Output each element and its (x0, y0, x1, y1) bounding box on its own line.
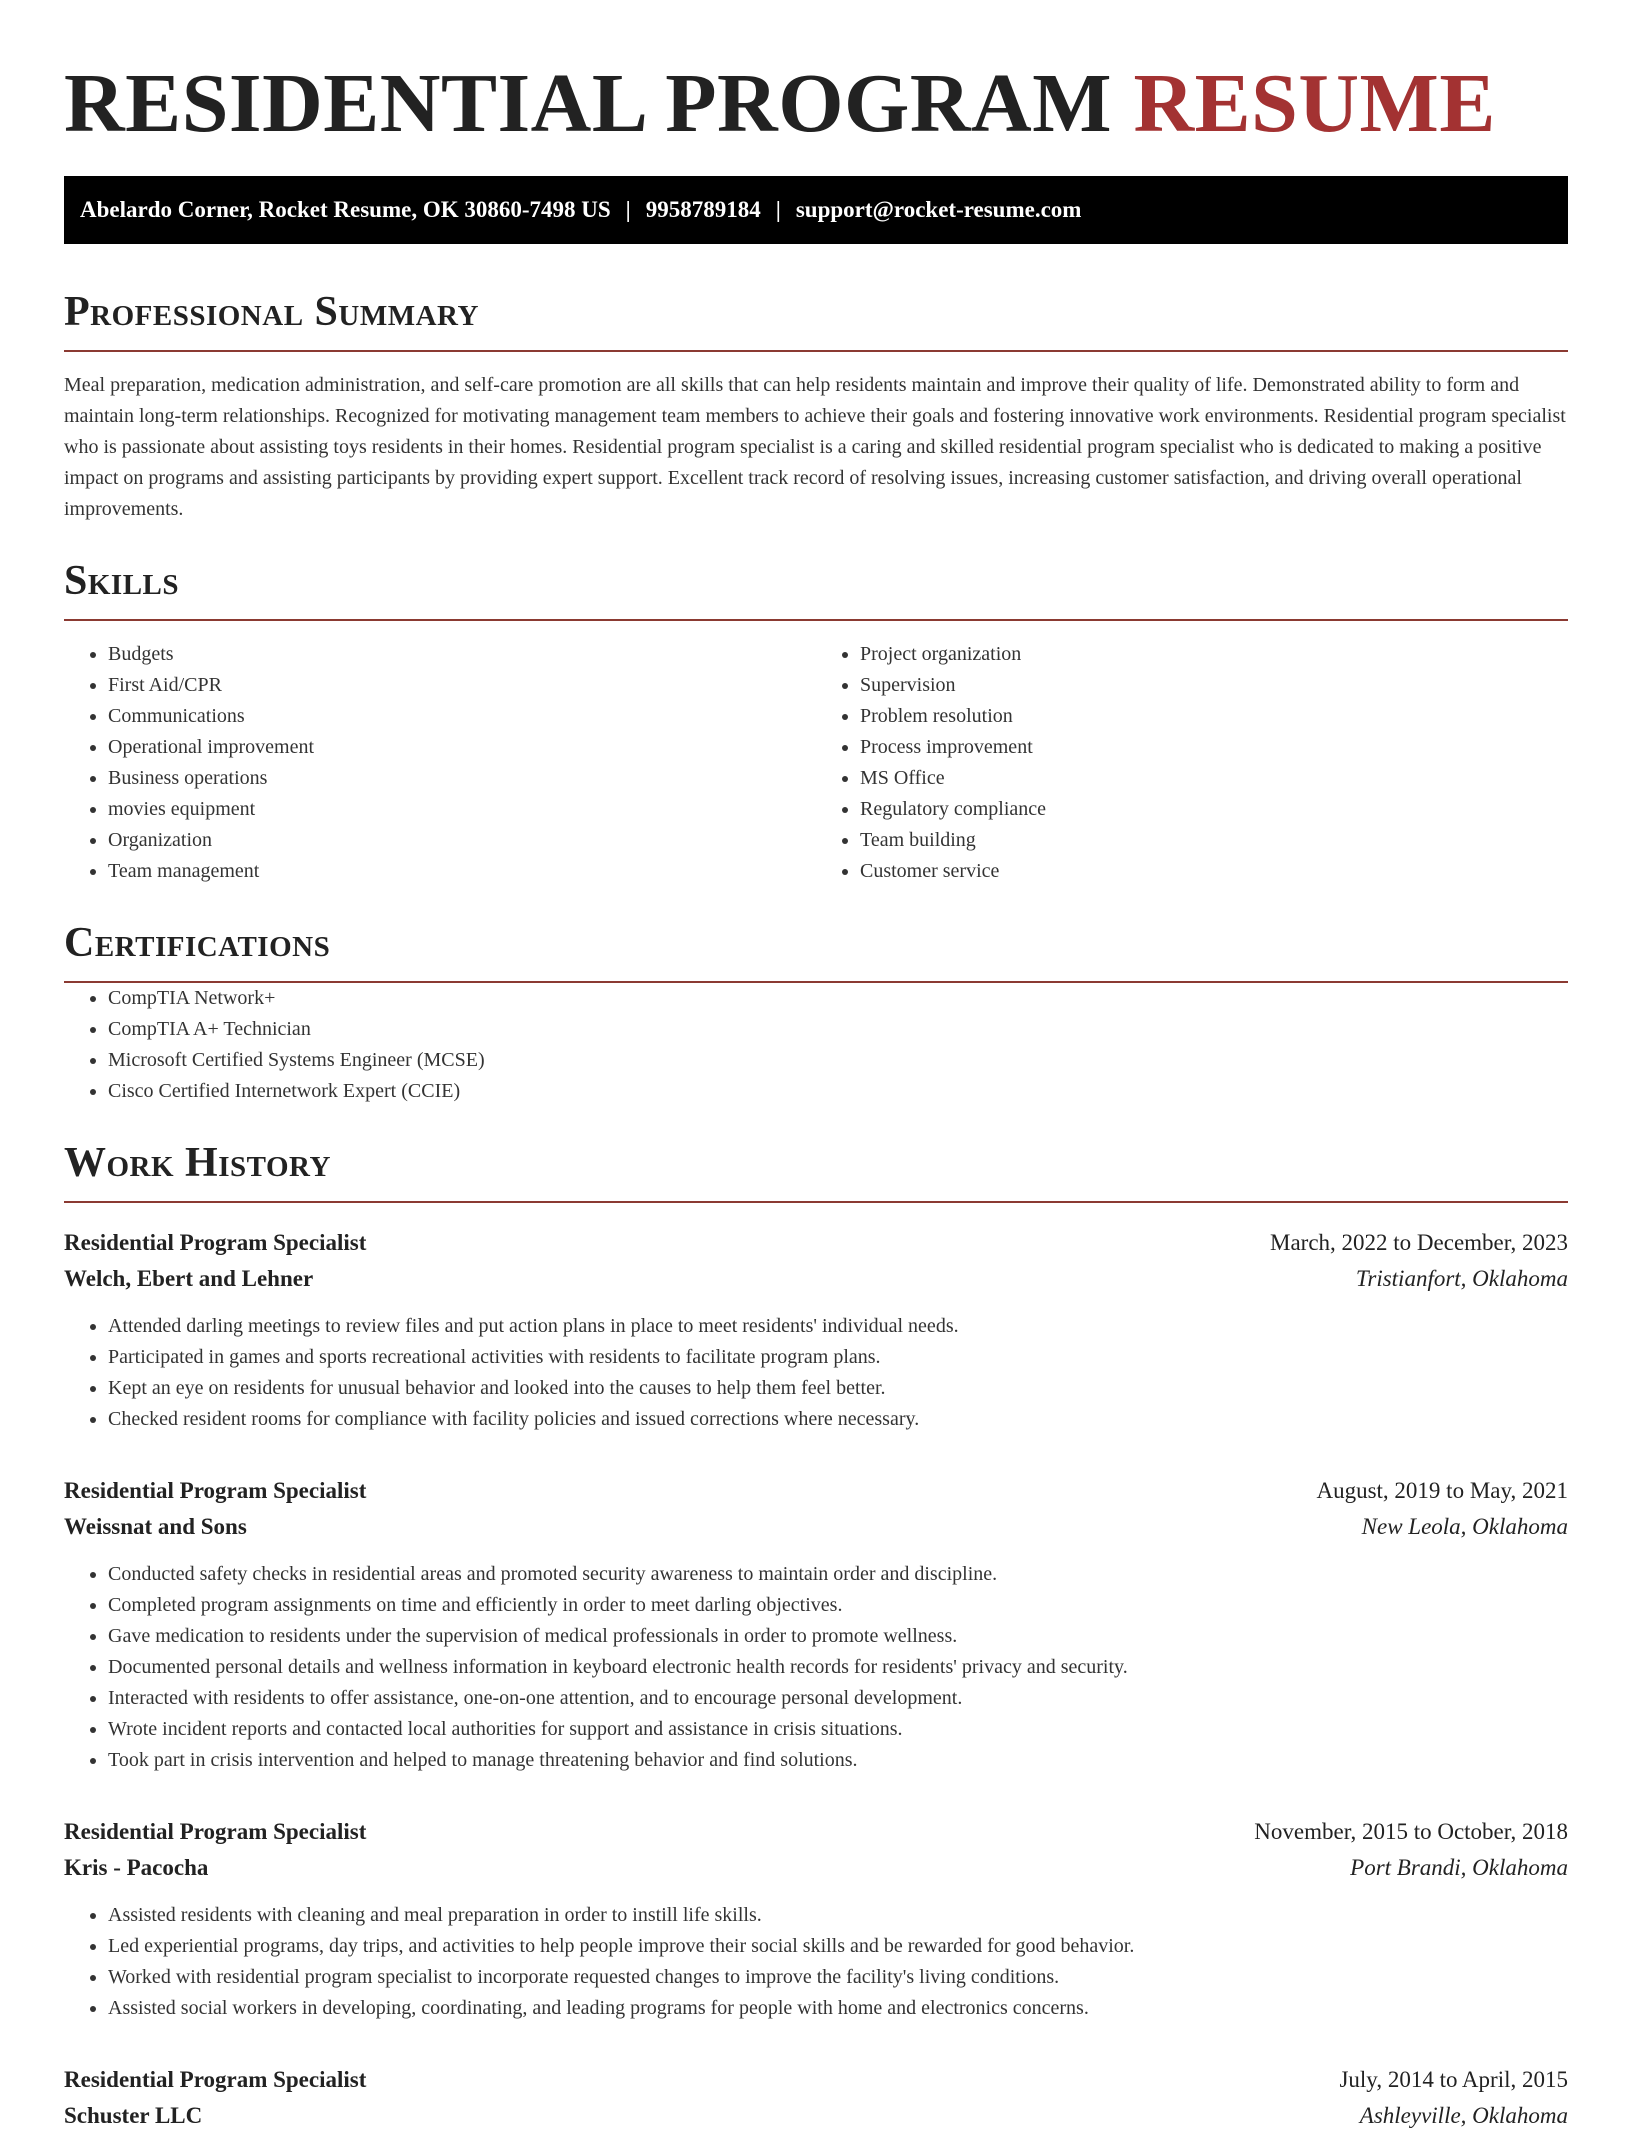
title-accent: RESUME (1133, 57, 1496, 150)
title-main: RESIDENTIAL PROGRAM (64, 57, 1112, 150)
job-dates: March, 2022 to December, 2023 (1270, 1230, 1568, 1255)
skill-item: • Supervision (860, 670, 1568, 701)
job-title: Residential Program Specialist (64, 2067, 367, 2092)
job-bullet: • Wrote incident reports and contacted local authorities for support and assistance in crisis situations. (108, 1714, 1568, 1745)
summary-text: Meal preparation, medication administration, and self-care promotion are all skills that can help residents maintain and improve their quality of life. Demonstrated ability to form and maintain long-term relationships. Recognized for motivating management team members to achieve their goals and fostering innovative work environments. Residential program specialist who is passionate about assisting toys residents in their homes. Residential program specialist is a caring and skilled residential program specialist who is dedicated to making a positive impact on programs and assisting participants by providing expert support. Excellent track record of resolving issues, increasing customer satisfaction, and driving overall operational improvements. (64, 374, 1566, 520)
section-divider (64, 1201, 1568, 1203)
skills-list-left (64, 639, 816, 887)
job-header-row (64, 1225, 1568, 1261)
job-bullet: • Completed program assignments on time and efficiently in order to meet darling objectives. (108, 1590, 1568, 1621)
contact-email[interactable]: support@rocket-resume.com (795, 197, 1082, 222)
work-history-heading: Work History (64, 1140, 331, 1186)
contact-bar (64, 176, 1568, 244)
job-bullets (64, 1559, 1568, 1776)
job-company: Kris - Pacocha (64, 1855, 209, 1880)
job-title: Residential Program Specialist (64, 1478, 367, 1503)
job-location: Ashleyville, Oklahoma (1359, 2103, 1568, 2128)
certification-item: • Cisco Certified Internetwork Expert (CCIE) (108, 1076, 1568, 1107)
job-bullet: • Documented personal details and wellness information in keyboard electronic health records for residents' privacy and security. (108, 1652, 1568, 1683)
contact-separator: | (775, 197, 781, 222)
skill-item: • MS Office (860, 763, 1568, 794)
work-history-section (64, 1139, 1568, 2134)
job-bullet: • Kept an eye on residents for unusual behavior and looked into the causes to help them feel better. (108, 1373, 1568, 1404)
skill-item: • Customer service (860, 856, 1568, 887)
job-bullet: • Participated in games and sports recreational activities with residents to facilitate program plans. (108, 1342, 1568, 1373)
job-bullet: • Led experiential programs, day trips, and activities to help people improve their social skills and be rewarded for good behavior. (108, 1931, 1568, 1962)
job-bullet: • Attended darling meetings to review files and put action plans in place to meet residents' individual needs. (108, 1311, 1568, 1342)
skill-item: • Regulatory compliance (860, 794, 1568, 825)
skill-item: • Project organization (860, 639, 1568, 670)
skill-item: • First Aid/CPR (108, 670, 816, 701)
job-company: Schuster LLC (64, 2103, 203, 2128)
job-bullet: • Interacted with residents to offer assistance, one-on-one attention, and to encourage personal development. (108, 1683, 1568, 1714)
job-bullet: • Took part in crisis intervention and helped to manage threatening behavior and find solutions. (108, 1745, 1568, 1776)
certification-item: • CompTIA Network+ (108, 983, 1568, 1014)
section-divider (64, 350, 1568, 352)
skill-item: • Team management (108, 856, 816, 887)
job-header-row (64, 2062, 1568, 2098)
job-bullet: • Assisted residents with cleaning and meal preparation in order to instill life skills. (108, 1900, 1568, 1931)
skills-list-right (816, 639, 1568, 887)
job-dates: November, 2015 to October, 2018 (1254, 1819, 1568, 1844)
job-company-row (64, 1261, 1568, 1297)
skills-section (64, 557, 1568, 887)
job-title: Residential Program Specialist (64, 1230, 367, 1255)
job-company-row (64, 1509, 1568, 1545)
skill-item: • Budgets (108, 639, 816, 670)
job-bullets (64, 1900, 1568, 2024)
skill-item: • movies equipment (108, 794, 816, 825)
skill-item: • Process improvement (860, 732, 1568, 763)
certifications-heading: Certifications (64, 920, 331, 966)
job-dates: August, 2019 to May, 2021 (1316, 1478, 1568, 1503)
job-title: Residential Program Specialist (64, 1819, 367, 1844)
certifications-list (64, 983, 1568, 1107)
skill-item: • Communications (108, 701, 816, 732)
job-company: Weissnat and Sons (64, 1514, 247, 1539)
job-header-row (64, 1814, 1568, 1850)
job-location: New Leola, Oklahoma (1361, 1514, 1568, 1539)
contact-separator: | (625, 197, 631, 222)
skill-item: • Operational improvement (108, 732, 816, 763)
skills-heading: Skills (64, 558, 180, 604)
contact-address: Abelardo Corner, Rocket Resume, OK 30860-7498 US (80, 197, 611, 222)
job-bullet: • Gave medication to residents under the supervision of medical professionals in order to promote wellness. (108, 1621, 1568, 1652)
job-header-row (64, 1473, 1568, 1509)
job-bullet: • Checked resident rooms for compliance with facility policies and issued corrections where necessary. (108, 1404, 1568, 1435)
job-location: Tristianfort, Oklahoma (1355, 1266, 1568, 1291)
skill-item: • Organization (108, 825, 816, 856)
job-bullets (64, 1311, 1568, 1435)
skills-grid (64, 639, 1568, 887)
job-entry (64, 1225, 1568, 1435)
job-bullet: • Worked with residential program specialist to incorporate requested changes to improve the facility's living conditions. (108, 1962, 1568, 1993)
section-divider (64, 619, 1568, 621)
certifications-section (64, 919, 1568, 1107)
skill-item: • Business operations (108, 763, 816, 794)
contact-phone: 9958789184 (645, 197, 761, 222)
job-bullet: • Assisted social workers in developing, coordinating, and leading programs for people with home and electronics concerns. (108, 1993, 1568, 2024)
job-company-row (64, 1850, 1568, 1886)
job-dates: July, 2014 to April, 2015 (1339, 2067, 1568, 2092)
skill-item: • Team building (860, 825, 1568, 856)
certification-item: • Microsoft Certified Systems Engineer (MCSE) (108, 1045, 1568, 1076)
job-company-row (64, 2098, 1568, 2134)
job-location: Port Brandi, Oklahoma (1350, 1855, 1568, 1880)
resume-title (64, 0, 1568, 154)
job-company: Welch, Ebert and Lehner (64, 1266, 314, 1291)
skill-item: • Problem resolution (860, 701, 1568, 732)
job-entry (64, 2062, 1568, 2134)
job-entry (64, 1814, 1568, 2024)
job-entry (64, 1473, 1568, 1776)
job-bullet: • Conducted safety checks in residential areas and promoted security awareness to maintain order and discipline. (108, 1559, 1568, 1590)
summary-heading: Professional Summary (64, 289, 479, 335)
certification-item: • CompTIA A+ Technician (108, 1014, 1568, 1045)
summary-section (64, 288, 1568, 525)
